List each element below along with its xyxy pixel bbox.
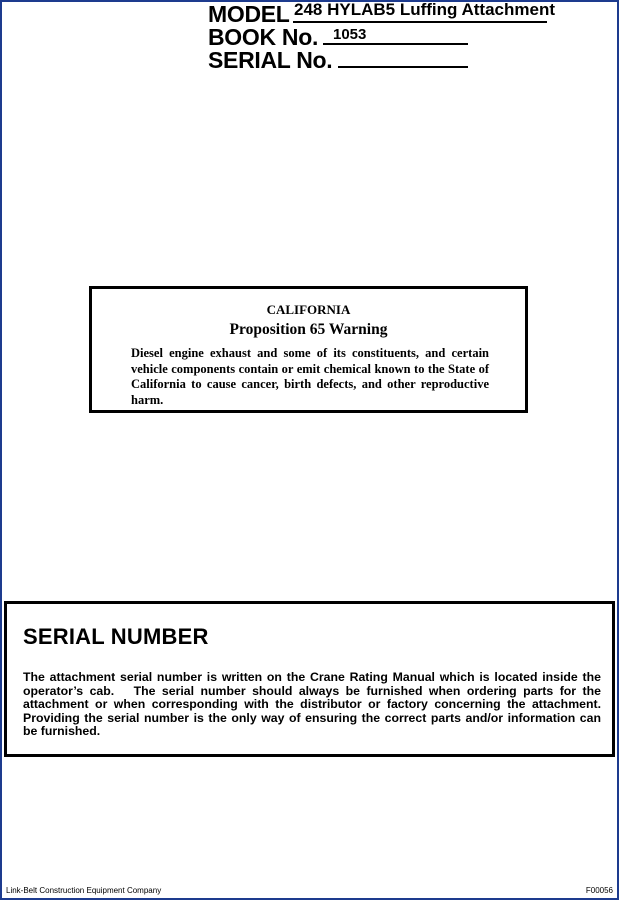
serial-section-title: SERIAL NUMBER: [23, 624, 209, 649]
title-block: [208, 0, 608, 72]
book-label: BOOK No.: [208, 24, 319, 50]
warning-title: Proposition 65 Warning: [229, 321, 388, 338]
book-value: 1053: [333, 26, 367, 43]
serial-underline: [338, 66, 468, 68]
warning-body: Diesel engine exhaust and some of its constituents, and certain vehicle components contain or emit chemical known to the State of California to cause cancer, birth defects, and other reproductive harm.: [131, 346, 489, 407]
warning-state: CALIFORNIA: [266, 302, 351, 317]
serial-number-box: [4, 601, 615, 757]
footer-code: F00056: [585, 886, 613, 895]
serial-label: SERIAL No.: [208, 47, 333, 73]
prop65-warning-box: [89, 286, 528, 413]
model-underline: [293, 21, 547, 23]
model-value: 248 HYLAB5 Luffing Attachment: [294, 0, 556, 19]
footer-company: Link-Belt Construction Equipment Company: [6, 886, 162, 895]
model-label: MODEL: [208, 1, 290, 27]
serial-section-body: The attachment serial number is written on the Crane Rating Manual which is located inside the operator’s cab. The serial number should always be furnished when ordering parts for the attachment or when corresponding with the distributor or factory concerning the attachment. Providing the serial number is the only way of ensuring the correct parts and/or information can be furnished.: [23, 670, 601, 738]
